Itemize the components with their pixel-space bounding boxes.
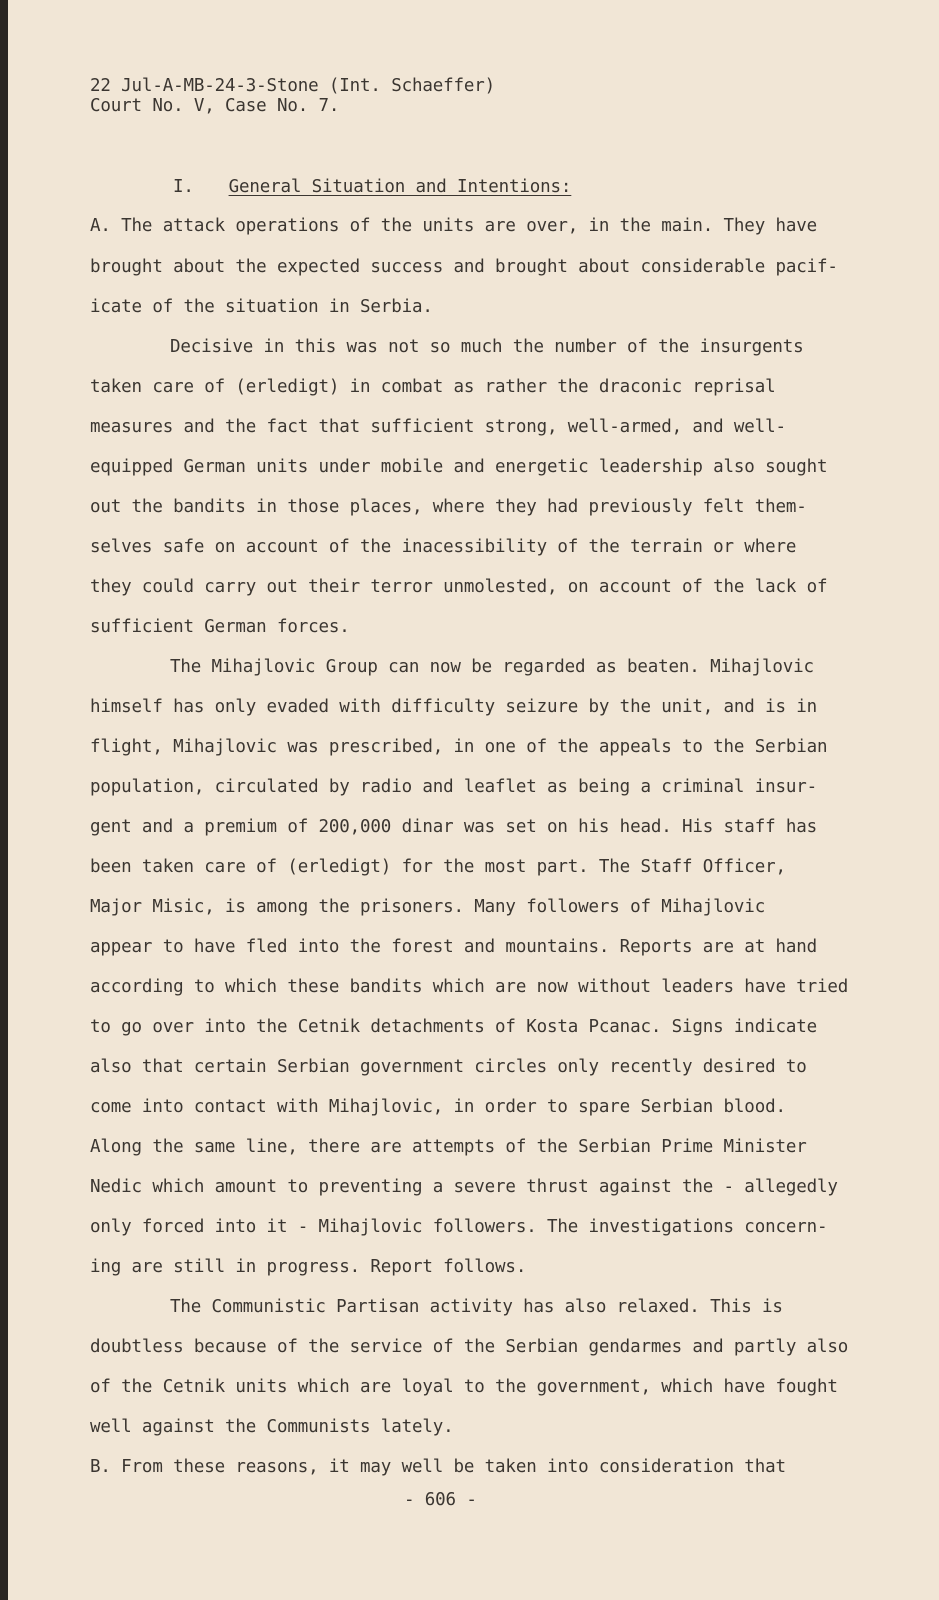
- text-line: selves safe on account of the inacessibility of the terrain or where: [90, 537, 797, 557]
- text-line: himself has only evaded with difficulty seizure by the unit, and is in: [90, 697, 818, 717]
- section-heading: [173, 177, 571, 197]
- section-title: General Situation and Intentions:: [228, 177, 572, 197]
- text-line: equipped German units under mobile and energetic leadership also sought: [90, 457, 828, 477]
- text-line: B. From these reasons, it may well be taken into consideration that: [90, 1457, 786, 1477]
- text-line: brought about the expected success and brought about considerable pacif-: [90, 257, 838, 277]
- text-line: Major Misic, is among the prisoners. Many followers of Mihajlovic: [90, 897, 766, 917]
- text-line: Along the same line, there are attempts of the Serbian Prime Minister: [90, 1137, 807, 1157]
- text-line: A. The attack operations of the units are over, in the main. They have: [90, 216, 818, 236]
- page-number: - 606 -: [404, 1490, 477, 1510]
- document-page: [8, 0, 939, 1600]
- text-line: to go over into the Cetnik detachments of Kosta Pcanac. Signs indicate: [90, 1017, 818, 1037]
- text-line: gent and a premium of 200,000 dinar was set on his head. His staff has: [90, 817, 818, 837]
- text-line: appear to have fled into the forest and mountains. Reports are at hand: [90, 937, 818, 957]
- section-number: I.: [173, 177, 194, 197]
- text-line: they could carry out their terror unmolested, on account of the lack of: [90, 577, 828, 597]
- text-line: population, circulated by radio and leaflet as being a criminal insur-: [90, 777, 818, 797]
- text-line: according to which these bandits which are now without leaders have tried: [90, 977, 849, 997]
- text-line: sufficient German forces.: [90, 617, 350, 637]
- text-line: icate of the situation in Serbia.: [90, 297, 433, 317]
- text-line: out the bandits in those places, where they had previously felt them-: [90, 497, 807, 517]
- header-line-2: Court No. V, Case No. 7.: [90, 96, 340, 116]
- text-line: The Communistic Partisan activity has also relaxed. This is: [170, 1297, 783, 1317]
- text-line: only forced into it - Mihajlovic followers. The investigations concern-: [90, 1217, 828, 1237]
- text-line: ing are still in progress. Report follows.: [90, 1257, 527, 1277]
- text-line: doubtless because of the service of the Serbian gendarmes and partly also: [90, 1337, 849, 1357]
- text-line: taken care of (erledigt) in combat as rather the draconic reprisal: [90, 377, 776, 397]
- text-line: flight, Mihajlovic was prescribed, in one of the appeals to the Serbian: [90, 737, 828, 757]
- text-line: come into contact with Mihajlovic, in order to spare Serbian blood.: [90, 1097, 786, 1117]
- header-line-1: 22 Jul-A-MB-24-3-Stone (Int. Schaeffer): [90, 76, 496, 96]
- text-line: measures and the fact that sufficient strong, well-armed, and well-: [90, 417, 786, 437]
- text-line: Nedic which amount to preventing a severe thrust against the - allegedly: [90, 1177, 838, 1197]
- text-line: Decisive in this was not so much the number of the insurgents: [170, 337, 804, 357]
- text-line: of the Cetnik units which are loyal to the government, which have fought: [90, 1377, 838, 1397]
- text-line: The Mihajlovic Group can now be regarded as beaten. Mihajlovic: [170, 657, 814, 677]
- text-line: been taken care of (erledigt) for the most part. The Staff Officer,: [90, 857, 786, 877]
- text-line: also that certain Serbian government circles only recently desired to: [90, 1057, 807, 1077]
- text-line: well against the Communists lately.: [90, 1417, 454, 1437]
